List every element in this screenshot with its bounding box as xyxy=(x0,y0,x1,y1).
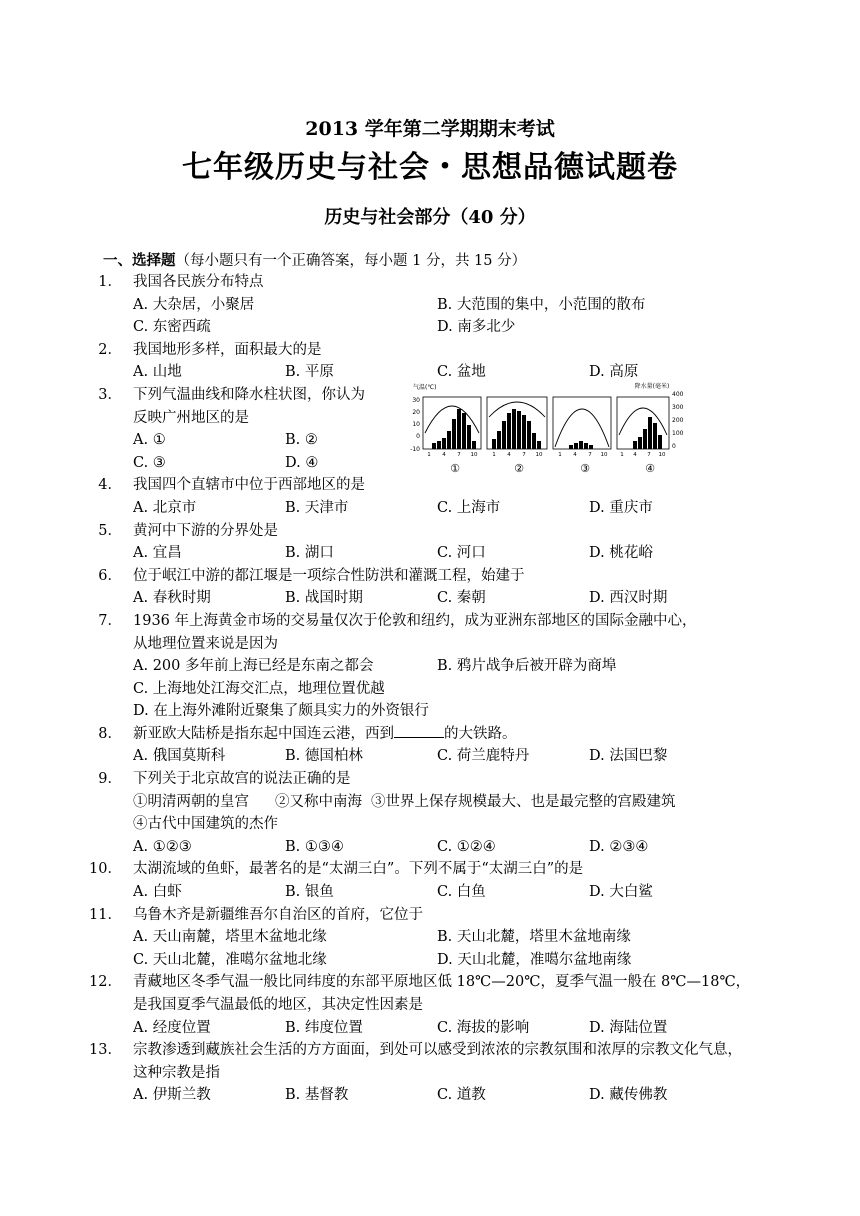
statement-3: ③世界上保存规模最大、也是最完整的宫殿建筑 xyxy=(371,793,676,810)
option-c: C. 天山北麓，准噶尔盆地北缘 xyxy=(133,951,327,968)
precip-tick: 0 xyxy=(672,443,676,450)
statement-2: ②又称中南海 xyxy=(275,793,362,810)
option-b: B. 湖口 xyxy=(285,545,334,562)
month-tick: 4 xyxy=(507,452,511,458)
precip-tick: 100 xyxy=(672,430,684,437)
question-stem-cont: 反映广州地区的是 xyxy=(133,409,249,426)
statements-row xyxy=(0,813,860,836)
option-d: D. 高原 xyxy=(589,364,639,381)
panel-label-3: ③ xyxy=(580,462,590,475)
options-row xyxy=(0,316,860,339)
option-a: A. 宜昌 xyxy=(133,545,182,562)
options-row xyxy=(0,1084,860,1107)
option-a: A. ① xyxy=(133,432,166,449)
options-row xyxy=(0,745,860,768)
option-b: B. 德国柏林 xyxy=(285,748,363,765)
option-b: B. 平原 xyxy=(285,364,334,381)
option-c: C. 上海地处江海交汇点，地理位置优越 xyxy=(133,680,385,697)
question-stem-cont: 这种宗教是指 xyxy=(133,1064,220,1081)
option-b: B. ①③④ xyxy=(285,838,344,855)
options-row xyxy=(0,1017,860,1040)
climate-panel-4 xyxy=(617,397,669,449)
month-tick: 10 xyxy=(600,452,608,458)
option-b: B. 天津市 xyxy=(285,499,349,516)
option-c: C. 上海市 xyxy=(437,499,501,516)
question-stem-cont: 是我国夏季气温最低的地区，其决定性因素是 xyxy=(133,997,423,1013)
precip-axis-label: 降水量(毫米) xyxy=(634,383,670,390)
precip-tick: 200 xyxy=(672,417,684,424)
month-tick: 4 xyxy=(442,452,446,458)
question-4 xyxy=(0,474,860,497)
section-label: 一、选择题 xyxy=(103,252,176,269)
question-number: 4． xyxy=(98,477,122,494)
question-number: 1． xyxy=(98,274,122,290)
question-stem: 下列气温曲线和降水柱状图，你认为 xyxy=(133,386,365,403)
options-row xyxy=(0,949,860,972)
panel-label-2: ② xyxy=(514,462,524,475)
question-2 xyxy=(0,339,860,362)
option-b: B. 战国时期 xyxy=(285,590,363,607)
question-stem: 位于岷江中游的都江堰是一项综合性防洪和灌溉工程，始建于 xyxy=(133,567,525,584)
question-stem: 1936 年上海黄金市场的交易量仅次于伦敦和纽约，成为亚洲东部地区的国际金融中心， xyxy=(133,612,697,629)
option-a: A. 俄国莫斯科 xyxy=(133,748,226,765)
option-b: B. 鸦片战争后被开辟为商埠 xyxy=(437,658,617,675)
question-5 xyxy=(0,520,860,543)
option-c: C. 白鱼 xyxy=(437,884,486,901)
question-number: 3． xyxy=(98,386,122,403)
question-stem: 下列关于北京故宫的说法正确的是 xyxy=(133,771,351,788)
panel-label-4: ④ xyxy=(645,462,655,475)
question-13 xyxy=(0,1039,860,1062)
option-b: B. 天山北麓，塔里木盆地南缘 xyxy=(437,929,631,946)
month-tick: 1 xyxy=(427,452,431,458)
question-stem: 我国地形多样，面积最大的是 xyxy=(133,341,322,358)
question-1 xyxy=(0,271,860,294)
option-b: B. ② xyxy=(285,432,318,449)
stem-part-b: 的大铁路。 xyxy=(444,725,517,742)
options-row xyxy=(0,678,860,701)
question-11 xyxy=(0,904,860,927)
option-c: C. 道教 xyxy=(437,1087,486,1104)
statements-row xyxy=(0,791,860,814)
option-d: D. 大白鲨 xyxy=(589,884,653,901)
statement-1: ①明清两朝的皇宫 xyxy=(133,793,249,810)
question-number: 12． xyxy=(89,974,122,991)
section-heading xyxy=(103,249,526,270)
option-d: D. 在上海外滩附近聚集了颇具实力的外资银行 xyxy=(133,703,429,720)
precip-tick: 300 xyxy=(672,404,684,411)
option-b: B. 银鱼 xyxy=(285,884,334,901)
option-c: C. 秦朝 xyxy=(437,590,486,607)
question-6 xyxy=(0,565,860,588)
question-stem xyxy=(133,723,517,746)
question-number: 2． xyxy=(98,341,122,358)
climate-panel-2 xyxy=(487,397,547,449)
question-7 xyxy=(0,610,860,633)
question-number: 6． xyxy=(98,567,122,584)
question-stem: 青藏地区冬季气温一般比同纬度的东部平原地区低 18℃—20℃，夏季气温一般在 8℃—18℃， xyxy=(133,974,751,991)
panel-label-1: ① xyxy=(450,462,460,475)
temp-tick: 30 xyxy=(412,397,420,404)
question-stem: 宗教渗透到藏族社会生活的方方面面，到处可以感受到浓浓的宗教氛围和浓厚的宗教文化气息， xyxy=(133,1042,742,1059)
question-number: 5． xyxy=(98,522,122,539)
month-tick: 7 xyxy=(457,452,461,458)
option-a: A. 白虾 xyxy=(133,884,182,901)
month-tick: 1 xyxy=(492,452,496,458)
option-d: D. ②③④ xyxy=(589,838,649,855)
month-tick: 7 xyxy=(588,452,592,458)
option-a: A. ①②③ xyxy=(133,838,192,855)
question-10 xyxy=(0,858,860,881)
month-tick: 1 xyxy=(620,452,624,458)
options-row xyxy=(0,587,860,610)
options-row xyxy=(0,294,860,317)
question-7-cont xyxy=(0,633,860,656)
options-row xyxy=(0,836,860,859)
climate-panel-3 xyxy=(553,397,611,449)
question-stem: 黄河中下游的分界处是 xyxy=(133,522,278,539)
option-a: A. 春秋时期 xyxy=(133,590,211,607)
answer-blank xyxy=(394,723,444,738)
question-12 xyxy=(0,971,860,994)
question-12-cont xyxy=(0,994,860,1017)
climate-charts-figure xyxy=(405,381,687,477)
options-row xyxy=(0,542,860,565)
month-tick: 4 xyxy=(633,452,637,458)
option-a: A. 北京市 xyxy=(133,499,197,516)
option-c: C. 盆地 xyxy=(437,364,486,381)
options-row xyxy=(0,881,860,904)
month-tick: 10 xyxy=(535,452,543,458)
option-a: A. 200 多年前上海已经是东南之都会 xyxy=(133,658,374,675)
question-stem-cont: 从地理位置来说是因为 xyxy=(133,635,278,652)
section-note: （每小题只有一个正确答案，每小题 1 分，共 15 分） xyxy=(175,253,527,269)
options-row xyxy=(0,926,860,949)
option-d: D. 南多北少 xyxy=(437,319,516,336)
temp-tick: 10 xyxy=(412,421,420,428)
option-b: B. 大范围的集中，小范围的散布 xyxy=(437,296,646,313)
option-d: D. ④ xyxy=(285,454,319,471)
option-c: C. ①②④ xyxy=(437,838,496,855)
option-a: A. 伊斯兰教 xyxy=(133,1087,211,1104)
question-number: 8． xyxy=(98,725,122,742)
option-b: B. 纬度位置 xyxy=(285,1019,363,1036)
option-d: D. 藏传佛教 xyxy=(589,1087,668,1104)
options-row xyxy=(0,655,860,678)
question-number: 11． xyxy=(89,906,122,923)
option-c: C. 荷兰鹿特丹 xyxy=(437,748,530,765)
question-9 xyxy=(0,768,860,791)
temp-tick: 20 xyxy=(412,409,420,416)
option-b: B. 基督教 xyxy=(285,1087,349,1104)
question-number: 9． xyxy=(98,771,122,788)
question-13-cont xyxy=(0,1062,860,1085)
option-c: C. 东密西疏 xyxy=(133,319,211,336)
month-tick: 7 xyxy=(522,452,526,458)
question-stem: 我国各民族分布特点 xyxy=(133,274,264,290)
question-stem: 太湖流域的鱼虾，最著名的是“太湖三白”。下列不属于“太湖三白”的是 xyxy=(133,861,584,878)
stem-part-a: 新亚欧大陆桥是指东起中国连云港，西到 xyxy=(133,725,394,742)
option-c: C. ③ xyxy=(133,454,166,471)
option-d: D. 天山北麓，准噶尔盆地南缘 xyxy=(437,951,632,968)
option-d: D. 桃花峪 xyxy=(589,545,653,562)
option-a: A. 山地 xyxy=(133,364,182,381)
option-a: A. 大杂居，小聚居 xyxy=(133,296,255,313)
paper-title: 七年级历史与社会・思想品德试题卷 xyxy=(182,150,678,185)
temp-tick: -10 xyxy=(410,446,420,453)
exam-title: 2013 学年第二学期期末考试 xyxy=(305,118,555,140)
option-c: C. 海拔的影响 xyxy=(437,1019,530,1036)
month-tick: 7 xyxy=(647,452,651,458)
temp-tick: 0 xyxy=(416,433,420,440)
month-tick: 10 xyxy=(658,452,666,458)
option-a: A. 经度位置 xyxy=(133,1019,211,1036)
month-tick: 4 xyxy=(573,452,577,458)
question-number: 7． xyxy=(98,612,122,629)
options-row xyxy=(0,700,860,723)
question-stem: 乌鲁木齐是新疆维吾尔自治区的首府，它位于 xyxy=(133,906,423,923)
statement-4: ④古代中国建筑的杰作 xyxy=(133,816,278,833)
question-8 xyxy=(0,723,860,746)
question-number: 10． xyxy=(89,861,122,878)
option-d: D. 法国巴黎 xyxy=(589,748,668,765)
question-stem: 我国四个直辖市中位于西部地区的是 xyxy=(133,477,365,494)
precip-tick: 400 xyxy=(672,391,684,398)
part-title: 历史与社会部分（40 分） xyxy=(324,207,536,228)
option-d: D. 海陆位置 xyxy=(589,1019,668,1036)
question-number: 13． xyxy=(89,1042,122,1059)
month-tick: 1 xyxy=(558,452,562,458)
options-row xyxy=(0,497,860,520)
temp-axis-label: 气温(℃) xyxy=(413,384,437,391)
option-c: C. 河口 xyxy=(437,545,486,562)
option-d: D. 重庆市 xyxy=(589,499,653,516)
climate-panel-1 xyxy=(423,397,481,449)
option-d: D. 西汉时期 xyxy=(589,590,668,607)
option-a: A. 天山南麓，塔里木盆地北缘 xyxy=(133,929,327,946)
month-tick: 10 xyxy=(470,452,478,458)
